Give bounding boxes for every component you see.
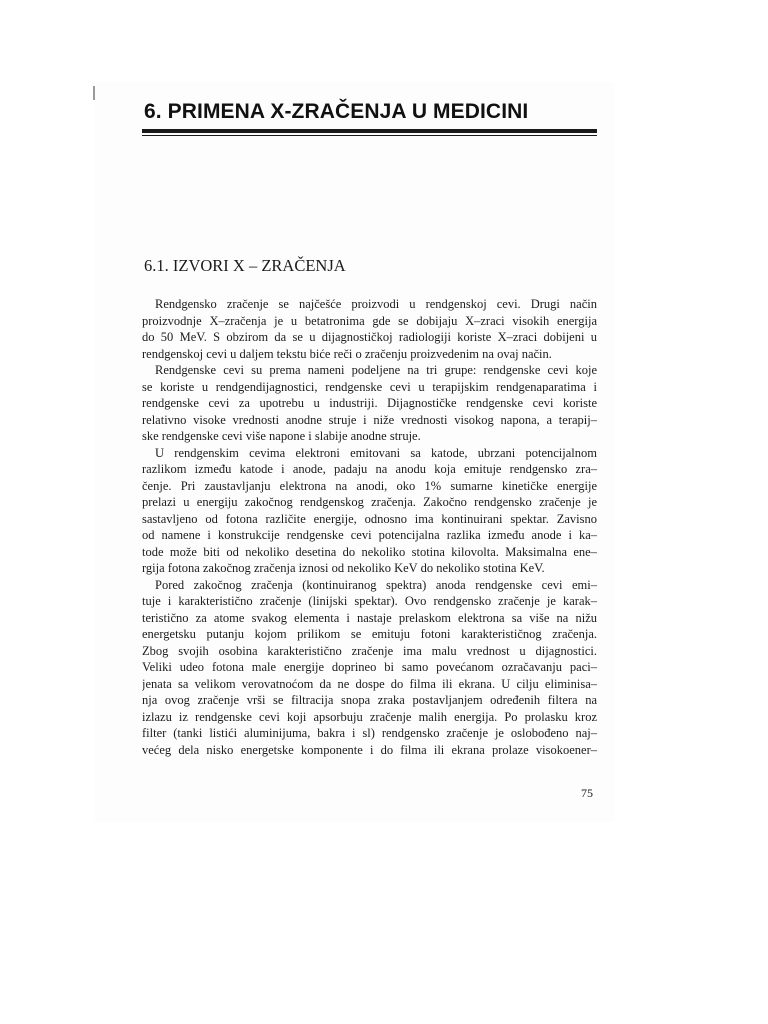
text-line: do 50 MeV. S obzirom da se u dijagnostičkoj radiologiji koriste X–zraci dobijeni u [142,330,597,344]
text-line: Rendgenske cevi su prema nameni podeljene na tri grupe: rendgenske cevi koje [155,363,597,377]
text-line: Zbog svojih osobina karakteristično zračenje ima malu vrednost u dijagnostici. [142,643,597,658]
text-line: rgija fotona zakočnog zračenja iznosi od nekoliko KeV do nekoliko stotina KeV. [142,561,545,575]
text-line: prelazi u energiju zakočnog rendgenskog zračenja. Zakočno rendgensko zračenje je [142,495,597,509]
body-text [142,296,597,758]
text-line: proizvodnje X–zračenja je u betatronima gde se dobijaju X–zraci visokih energija [142,313,597,328]
page-number: 75 [581,786,593,800]
text-line: ske rendgenske cevi više napone i slabije anodne struje. [142,429,421,443]
title-rule-thick [142,129,597,133]
text-line: Pored zakočnog zračenja (kontinuiranog spektra) anoda rendgenske cevi emi– [155,577,597,592]
text-line: nja ovog zračenje vrši se filtracija snopa zraka postavljanjem određenih filtera na [142,693,597,707]
text-line: većeg dela nisko energetske komponente i do filma ili ekrana prolaze visokoener– [142,742,597,757]
text-line: tuje i karakteristično zračenje (linijski spektar). Ovo rendgensko zračenje je karak– [142,594,597,608]
text-line: razlikom između katode i anode, padaju na anodu koja emituje rendgensko zra– [142,462,597,476]
text-line: sastavljeno od fotona različite energije, odnosno ima kontinuirani spektar. Zavisno [142,511,597,526]
text-line: izlazu iz rendgenske cevi koji apsorbuju zračenje malih energija. Po prolasku kroz [142,709,597,724]
text-line: od namene i konstrukcije rendgenske cevi potencijalna razlika između anode i ka– [142,528,597,542]
text-line: Veliki udeo fotona male energije doprineo bi samo povećanom ozračavanju paci– [142,660,597,674]
text-line: Rendgensko zračenje se najčešće proizvodi u rendgenskoj cevi. Drugi način [155,297,597,311]
text-line: energetsku putanju kojom prilikom se emituju fotoni karakterističnog zračenja. [142,627,597,641]
text-line: filter (tanki listići aluminijuma, bakra i sl) rendgensko zračenje je oslobođeno naj– [142,726,597,740]
text-line: tode može biti od nekoliko desetina do nekoliko stotina kilovolta. Maksimalna ene– [142,544,597,559]
chapter-title: 6. PRIMENA X-ZRAČENJA U MEDICINI [144,100,529,123]
title-rule-thin [142,135,597,136]
text-line: relativno visoke vrednosti anodne struje i niže vrednosti visokog napona, a terapij– [142,412,597,427]
text-line: se koriste u rendgendijagnostici, rendgenske cevi u terapijskim rendgenaparatima i [142,379,597,394]
text-line: čenje. Pri zaustavljanju elektrona na anodi, oko 1% sumarne kinetičke energije [142,478,597,493]
text-line: rendgenske cevi za upotrebu u industriji. Dijagnostičke rendgenske cevi koriste [142,396,597,410]
text-line: jenata sa velikom verovatnoćom da ne dospe do filma ili ekrana. U cilju eliminisa– [142,676,597,691]
scan-corner-mark [93,86,95,100]
text-line: rendgenskoj cevi u daljem tekstu biće reči o zračenju proizvedenim na ovaj način. [142,346,552,361]
text-line: terističnо za atome svakog elementa i nastaje prelaskom elektrona sa više na nižu [142,610,597,625]
section-title: 6.1. IZVORI X – ZRAČENJA [144,256,346,275]
text-line: U rendgenskim cevima elektroni emitovani sa katode, ubrzani potencijalnom [155,445,597,460]
